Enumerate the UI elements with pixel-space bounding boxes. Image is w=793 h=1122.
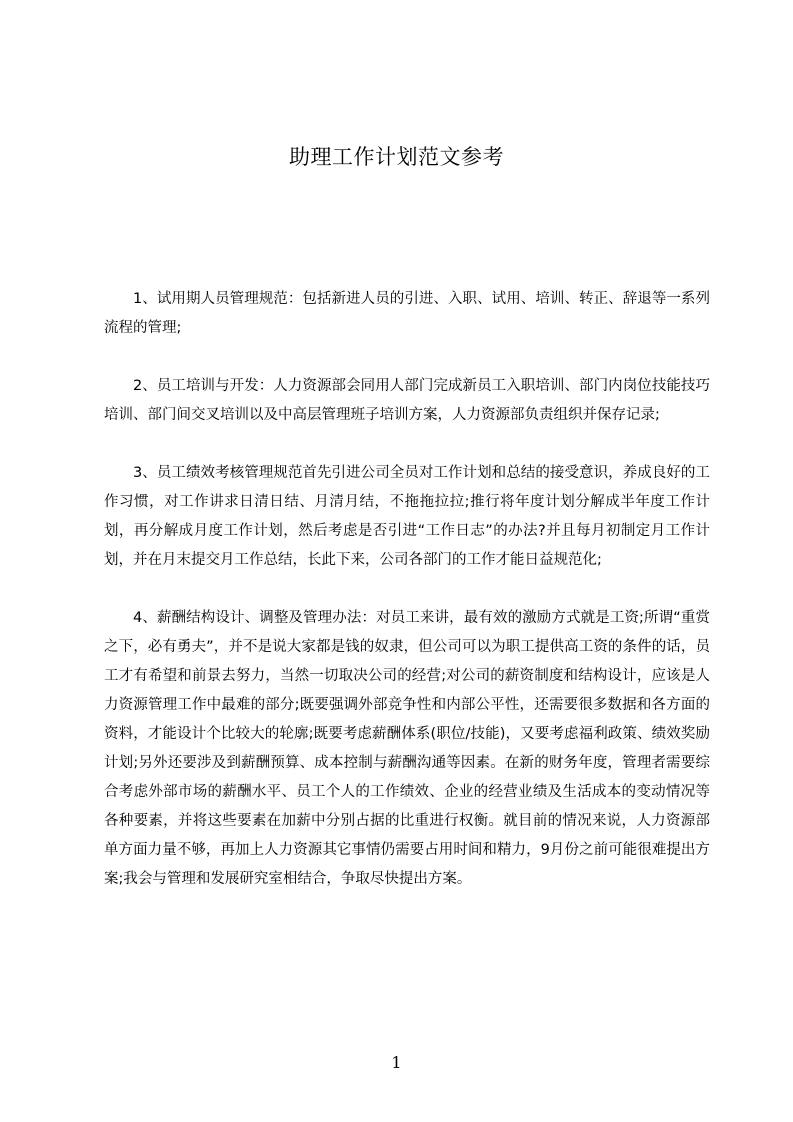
document-title: 助理工作计划范文参考 — [289, 145, 504, 169]
paragraph-performance-assessment: 3、员工绩效考核管理规范首先引进公司全员对工作计划和总结的接受意识，养成良好的工作习惯，对工作讲求日清日结、月清月结，不拖拖拉拉;推行将年度计划分解成半年度工作计划，再分解成月度工作计划，然后考虑是否引进“工作日志”的办法?并且每月初制定月工作计划，并在月末提交月工作总结，长此下来，公司各部门的工作才能日益规范化; — [104, 465, 710, 568]
paragraph-probation-management: 1、试用期人员管理规范：包括新进人员的引进、入职、试用、培训、转正、辞退等一系列流程的管理; — [104, 291, 710, 336]
paragraph-compensation-structure: 4、薪酬结构设计、调整及管理办法：对员工来讲，最有效的激励方式就是工资;所谓“重赏之下，必有勇夫”，并不是说大家都是钱的奴隶，但公司可以为职工提供高工资的条件的话，员工才有希望和前景去努力，当然一切取决公司的经营;对公司的薪资制度和结构设计，应该是人力资源管理工作中最难的部分;既要强调外部竞争性和内部公平性，还需要很多数据和各方面的资料，才能设计个比较大的轮廓;既要考虑薪酬体系(职位/技能)，又要考虑福利政策、绩效奖励计划;另外还要涉及到薪酬预算、成本控制与薪酬沟通等因素。在新的财务年度，管理者需要综合考虑外部市场的薪酬水平、员工个人的工作绩效、企业的经营业绩及生活成本的变动情况等各种要素，并将这些要素在加薪中分别占据的比重进行权衡。就目前的情况来说，人力资源部单方面力量不够，再加上人力资源其它事情仍需要占用时间和精力，9月份之前可能很难提出方案;我会与管理和发展研究室相结合，争取尽快提出方案。 — [104, 610, 710, 887]
paragraph-training-development: 2、员工培训与开发：人力资源部会同用人部门完成新员工入职培训、部门内岗位技能技巧培训、部门间交叉培训以及中高层管理班子培训方案，人力资源部负责组织并保存记录; — [104, 378, 710, 423]
document-body — [104, 285, 710, 923]
page-number: 1 — [391, 1053, 402, 1072]
